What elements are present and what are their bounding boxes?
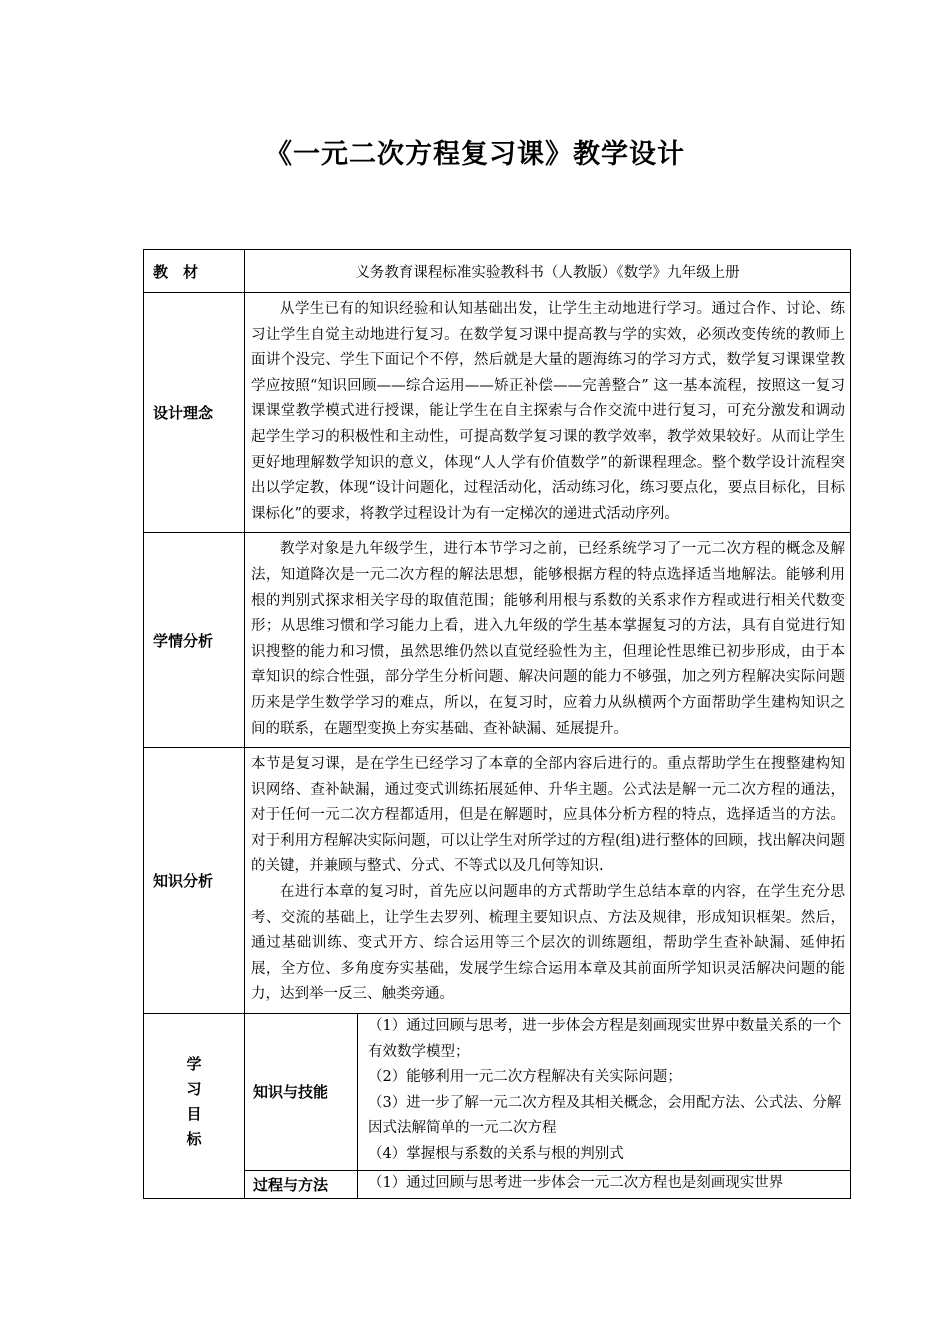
learning-goals-char: 标 bbox=[186, 1130, 202, 1149]
design-concept-cell bbox=[245, 293, 851, 533]
knowledge-analysis-para-2: 在进行本章的复习时，首先应以问题串的方式帮助学生总结本章的内容，在学生充分思考、交流的基础上，让学生去罗列、梳理主要知识点、方法及规律，形成知识框架。然后，通过基础训练、变式开方、综合运用等三个层次的训练题组，帮助学生查补缺漏、延伸拓展，全方位、多角度夯实基础，发展学生综合运用本章及其前面所学知识灵活解决问题的能力，达到举一反三、触类旁通。 bbox=[251, 884, 845, 1003]
goals-process-row bbox=[144, 1170, 851, 1199]
learner-analysis-row bbox=[144, 533, 851, 748]
knowledge-analysis-label: 知识分析 bbox=[144, 748, 245, 1014]
knowledge-skills-item: （2）能够利用一元二次方程解决有关实际问题； bbox=[368, 1069, 682, 1086]
knowledge-skills-label: 知识与技能 bbox=[245, 1014, 358, 1171]
page-title: 《一元二次方程复习课》教学设计 bbox=[265, 139, 685, 170]
material-text: 义务教育课程标准实验教科书（人教版）《数学》九年级上册 bbox=[245, 250, 851, 293]
design-concept-label: 设计理念 bbox=[144, 293, 245, 533]
knowledge-skills-item: （4）掌握根与系数的关系与根的判别式 bbox=[368, 1146, 624, 1162]
material-label: 教 材 bbox=[144, 250, 245, 293]
design-concept-row bbox=[144, 293, 851, 533]
design-concept-text: 从学生已有的知识经验和认知基础出发，让学生主动地进行学习。通过合作、讨论、练习让学生自觉主动地进行复习。在数学复习课中提高教与学的实效，必须改变传统的教师上面讲个没完、学生下面记个不停，然后就是大量的题海练习的学习方式，数学复习课课堂教学应按照“知识回顾——综合运用——矫正补偿——完善整合” 这一基本流程，按照这一复习课课堂教学模式进行授课，能让学生在自主探索与合作交流中进行复习，可充分激发和调动起学生学习的积极性和主动性，可提高数学复习课的教学效率，教学效果较好。从而让学生更好地理解数学知识的意义，体现“人人学有价值数学”的新课程理念。整个数学设计流程突出以学定教，体现“设计问题化，过程活动化，活动练习化，练习要点化，要点目标化，目标课标化”的要求，将教学过程设计为有一定梯次的递进式活动序列。 bbox=[251, 301, 845, 522]
material-row bbox=[144, 250, 851, 293]
knowledge-skills-cell bbox=[358, 1014, 851, 1171]
lesson-design-table bbox=[143, 249, 851, 1199]
process-methods-label: 过程与方法 bbox=[245, 1170, 358, 1199]
knowledge-analysis-cell bbox=[245, 748, 851, 1014]
process-methods-cell bbox=[358, 1170, 851, 1199]
learner-analysis-cell bbox=[245, 533, 851, 748]
learning-goals-char: 学 bbox=[186, 1055, 202, 1074]
knowledge-skills-item: （1）通过回顾与思考，进一步体会方程是刻画现实世界中数量关系的一个有效数学模型； bbox=[368, 1018, 842, 1060]
knowledge-analysis-row bbox=[144, 748, 851, 1014]
learner-analysis-text: 教学对象是九年级学生，进行本节学习之前，已经系统学习了一元二次方程的概念及解法，知道降次是一元二次方程的解法思想，能够根据方程的特点选择适当地解法。能够利用根的判别式探求相关字母的取值范围；能够利用根与系数的关系求作方程或进行相关代数变形；从思维习惯和学习能力上看，进入九年级的学生基本掌握复习的方法，具有自觉进行知识搜整的能力和习惯，虽然思维仍然以直觉经验性为主，但理论性思维已初步形成，由于本章知识的综合性强，部分学生分析问题、解决问题的能力不够强，加之列方程解决实际问题历来是学生数学学习的难点，所以，在复习时，应着力从纵横两个方面帮助学生建构知识之间的联系，在题型变换上夯实基础、查补缺漏、延展提升。 bbox=[251, 541, 845, 737]
goals-knowledge-row bbox=[144, 1014, 851, 1171]
learning-goals-char: 目 bbox=[186, 1105, 202, 1124]
learning-goals-label bbox=[144, 1014, 245, 1199]
knowledge-skills-item: （3）进一步了解一元二次方程及其相关概念，会用配方法、公式法、分解因式法解简单的一元二次方程 bbox=[368, 1094, 842, 1137]
learning-goals-char: 习 bbox=[186, 1080, 202, 1099]
process-methods-item: （1）通过回顾与思考进一步体会一元二次方程也是刻画现实世界 bbox=[368, 1174, 784, 1191]
learner-analysis-label: 学情分析 bbox=[144, 533, 245, 748]
knowledge-analysis-para-1: 本节是复习课，是在学生已经学习了本章的全部内容后进行的。重点帮助学生在搜整建构知识网络、查补缺漏，通过变式训练拓展延伸、升华主题。公式法是解一元二次方程的通法，对于任何一元二次方程都适用，但是在解题时，应具体分析方程的特点，选择适当的方法。对于利用方程解决实际问题，可以让学生对所学过的方程(组)进行整体的回顾，找出解决问题的关键，并兼顾与整式、分式、不等式以及几何等知识. bbox=[251, 756, 845, 875]
